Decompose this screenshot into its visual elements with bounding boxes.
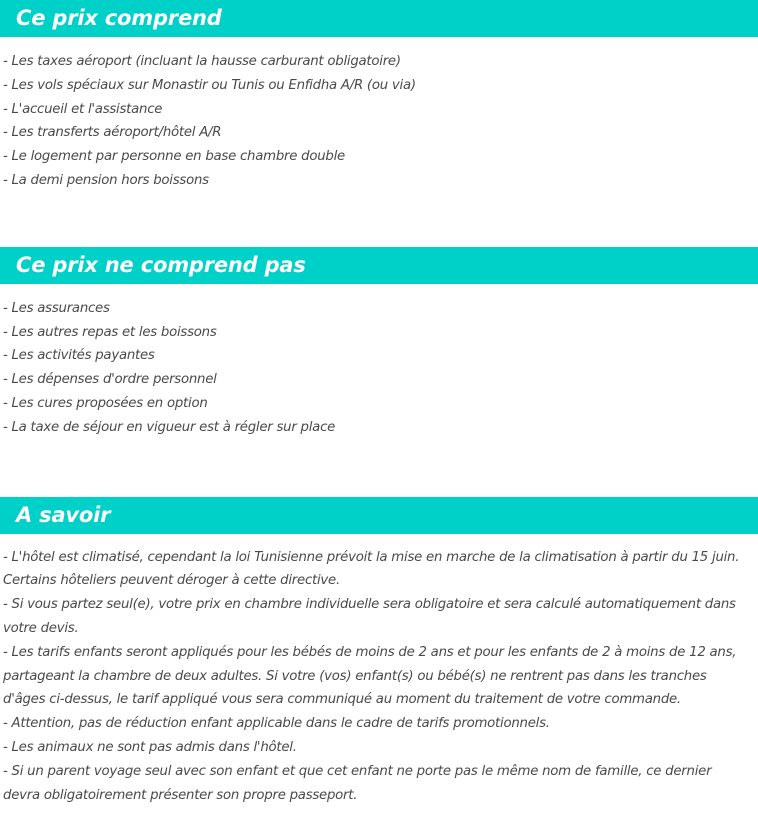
paragraph: - Si vous partez seul(e), votre prix en chambre individuelle sera obligatoire et sera calculé automatiquement dans votre devis. [3, 597, 736, 636]
list-item: - Les cures proposées en option [3, 395, 208, 411]
section-header-ce-prix-ne-comprend-pas: Ce prix ne comprend pas [0, 247, 758, 284]
list-item: - La taxe de séjour en vigueur est à régler sur place [3, 419, 336, 435]
section-body-a-savoir [0, 546, 758, 808]
spacer [0, 37, 758, 50]
list-item: - Les assurances [3, 300, 110, 316]
list-item: - Les transferts aéroport/hôtel A/R [3, 125, 222, 141]
paragraph: - Les animaux ne sont pas admis dans l'hôtel. [3, 739, 297, 755]
spacer [0, 440, 758, 497]
paragraph: - Attention, pas de réduction enfant applicable dans le cadre de tarifs promotionnels. [3, 716, 550, 732]
section-body-ce-prix-ne-comprend-pas [0, 297, 758, 440]
spacer [0, 193, 758, 247]
list-item: - Les taxes aéroport (incluant la hausse carburant obligatoire) [3, 54, 401, 69]
list-item: - La demi pension hors boissons [3, 172, 209, 188]
section-body-ce-prix-comprend [0, 50, 758, 193]
spacer [0, 534, 758, 546]
list-item: - L'accueil et l'assistance [3, 101, 163, 117]
list-item: - Les vols spéciaux sur Monastir ou Tunis ou Enfidha A/R (ou via) [3, 77, 416, 93]
paragraph: - Les tarifs enfants seront appliqués pour les bébés de moins de 2 ans et pour les enfants de 2 à moins de 12 ans, partageant la chambre de deux adultes. Si votre (vos) enfant(s) ou bébé(s) ne rentrent pas dans les tranches d'âges ci-dessus, le tarif appliqué vous sera communiqué au moment du traitement de votre commande. [3, 644, 737, 708]
list-item: - Les dépenses d'ordre personnel [3, 372, 217, 388]
list-item: - Le logement par personne en base chambre double [3, 149, 345, 165]
paragraph: - Si un parent voyage seul avec son enfant et que cet enfant ne porte pas le même nom de famille, ce dernier devra obligatoirement présenter son propre passeport. [3, 763, 712, 803]
section-header-a-savoir: A savoir [0, 497, 758, 534]
section-header-ce-prix-comprend: Ce prix comprend [0, 0, 758, 37]
spacer [0, 284, 758, 297]
paragraph: - L'hôtel est climatisé, cependant la loi Tunisienne prévoit la mise en marche de la climatisation à partir du 15 juin. Certains hôteliers peuvent déroger à cette directive. [3, 549, 740, 589]
list-item: - Les activités payantes [3, 348, 155, 364]
list-item: - Les autres repas et les boissons [3, 324, 217, 340]
